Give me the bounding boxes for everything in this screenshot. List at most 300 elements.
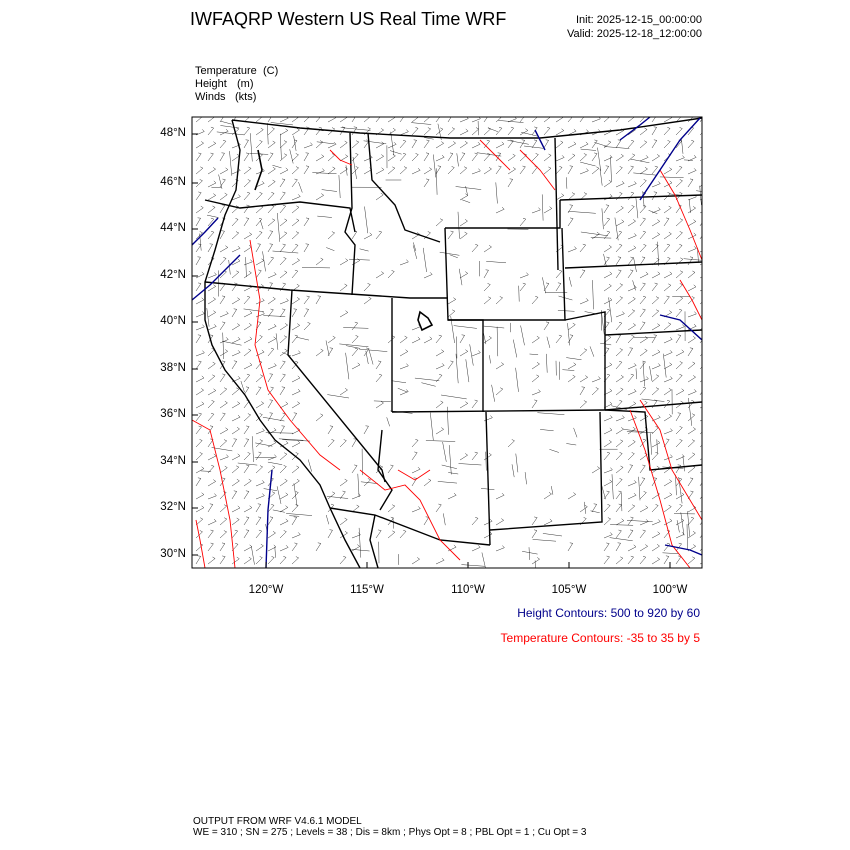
wind-barb xyxy=(616,452,622,460)
wind-barb xyxy=(664,350,672,356)
county-line xyxy=(604,254,607,267)
county-line xyxy=(562,370,574,371)
wind-barb xyxy=(700,154,707,162)
wind-barb xyxy=(580,298,588,304)
wind-barb xyxy=(640,155,648,161)
wind-barb xyxy=(580,505,587,512)
wind-barb xyxy=(340,479,347,486)
wind-barb xyxy=(412,439,418,447)
wind-barb xyxy=(244,506,252,512)
wind-barb xyxy=(244,167,251,174)
county-line xyxy=(533,539,556,541)
wind-barb xyxy=(532,362,540,369)
wind-barb xyxy=(628,530,633,538)
wind-barb xyxy=(520,154,527,161)
wind-barb xyxy=(496,166,501,174)
county-line xyxy=(391,381,406,383)
wind-barb xyxy=(568,114,574,122)
county-line xyxy=(602,208,604,229)
wind-barb xyxy=(424,337,432,343)
wind-barb xyxy=(340,141,347,148)
wind-barb xyxy=(364,283,370,291)
wind-barb xyxy=(268,141,275,148)
wind-barb xyxy=(244,517,249,525)
wind-barb xyxy=(256,466,263,473)
wind-barb xyxy=(640,491,646,499)
wind-barb xyxy=(688,506,696,512)
wind-barb xyxy=(556,283,561,291)
wind-barb xyxy=(268,180,275,187)
wind-barb xyxy=(412,467,420,473)
county-line xyxy=(207,215,219,218)
wind-barb xyxy=(616,297,623,304)
wind-barb xyxy=(448,310,455,317)
wind-barb xyxy=(664,337,672,343)
wind-barb xyxy=(220,428,228,434)
wind-barb xyxy=(448,141,456,148)
wind-barb xyxy=(340,311,348,317)
wind-barb xyxy=(640,141,647,148)
wind-barb xyxy=(688,206,696,213)
wind-barb xyxy=(448,128,455,135)
wind-barb xyxy=(484,283,490,291)
wind-barb xyxy=(280,479,287,486)
wind-barb xyxy=(676,465,681,473)
wind-barb xyxy=(220,440,227,447)
mexico-border xyxy=(330,508,490,545)
county-line xyxy=(660,177,684,178)
wind-barb xyxy=(220,466,227,473)
wind-barb xyxy=(292,258,300,265)
wind-barb xyxy=(268,114,273,122)
county-line xyxy=(535,561,536,578)
wind-barb xyxy=(196,426,202,434)
legend-var: Temperature xyxy=(195,65,257,77)
wind-barb xyxy=(424,153,429,161)
wind-barb xyxy=(424,140,429,148)
wind-barb xyxy=(280,413,286,421)
wind-barb xyxy=(460,232,467,239)
wind-barb xyxy=(256,402,264,409)
wind-barb xyxy=(244,192,250,200)
wind-barb xyxy=(700,491,706,499)
wind-barb xyxy=(604,272,612,278)
wind-barb xyxy=(664,543,670,551)
wind-barb xyxy=(700,246,708,252)
wind-barb xyxy=(256,387,261,395)
lat-tick-label: 38°N xyxy=(160,362,186,374)
wind-barb xyxy=(208,389,216,395)
wind-barb xyxy=(388,505,395,512)
wind-barb xyxy=(592,377,600,383)
wind-barb xyxy=(328,348,333,356)
wind-barb xyxy=(688,389,696,395)
wind-barb xyxy=(304,296,310,304)
county-line xyxy=(649,210,658,213)
wind-barb xyxy=(448,231,453,239)
wind-barb xyxy=(616,491,621,499)
wind-barb xyxy=(700,467,708,473)
wind-barb xyxy=(676,362,683,370)
valid-time: Valid: 2025-12-18_12:00:00 xyxy=(567,28,702,40)
county-line xyxy=(421,383,435,387)
wind-barb xyxy=(628,205,634,213)
county-line xyxy=(326,515,329,524)
county-line xyxy=(341,128,371,131)
wind-barb xyxy=(196,335,201,343)
wind-barb xyxy=(328,142,336,148)
county-line xyxy=(529,547,530,560)
wind-barb xyxy=(532,557,540,564)
wind-barb xyxy=(268,257,274,265)
county-line xyxy=(456,187,482,190)
county-line xyxy=(470,344,474,365)
wind-barb xyxy=(580,244,586,252)
county-line xyxy=(343,328,368,329)
county-line xyxy=(610,525,633,526)
wind-barb xyxy=(400,140,406,148)
wind-barb xyxy=(196,311,204,317)
wind-barb xyxy=(652,272,660,278)
wind-barb xyxy=(220,505,227,512)
wind-barb xyxy=(628,335,634,343)
wind-barb xyxy=(532,517,537,525)
wind-barb xyxy=(244,465,249,473)
wind-barb xyxy=(676,156,684,162)
wind-barb xyxy=(640,439,646,447)
wind-barb xyxy=(616,375,624,382)
map-plot-area xyxy=(192,114,722,578)
wind-barb xyxy=(568,323,575,330)
wind-barb xyxy=(676,325,684,331)
wind-barb xyxy=(208,543,213,551)
wind-barb xyxy=(208,519,216,525)
wind-barb xyxy=(688,220,696,226)
wind-barb xyxy=(688,453,695,460)
wind-barb xyxy=(700,402,708,408)
wind-barb xyxy=(532,208,540,213)
wind-barb xyxy=(448,153,453,161)
wind-barb xyxy=(328,439,334,447)
county-line xyxy=(631,159,650,163)
wind-barb xyxy=(292,557,299,564)
wind-barb xyxy=(640,387,646,395)
wind-barb xyxy=(292,297,300,304)
wind-barb xyxy=(424,517,429,525)
wind-barb xyxy=(208,324,216,330)
wind-barb xyxy=(616,154,624,161)
wind-barb xyxy=(232,246,240,252)
wind-barb xyxy=(676,244,682,252)
wind-barb xyxy=(688,246,696,252)
wind-barb xyxy=(664,376,672,382)
county-line xyxy=(317,216,332,217)
wind-barb xyxy=(364,426,369,434)
wind-barb xyxy=(280,556,286,564)
wind-barb xyxy=(652,283,658,291)
wind-barb xyxy=(196,206,203,213)
wind-barb xyxy=(244,180,251,188)
wind-barb xyxy=(220,153,225,161)
wind-barb xyxy=(280,506,288,512)
wind-barb xyxy=(340,388,348,395)
wind-barb xyxy=(604,491,609,499)
county-line xyxy=(612,474,613,499)
wind-barb xyxy=(640,231,646,239)
wind-barb xyxy=(292,167,299,174)
wind-barb xyxy=(244,426,249,434)
county-line xyxy=(390,151,402,155)
wind-barb xyxy=(664,505,671,512)
wind-barb xyxy=(268,219,275,226)
wind-barb xyxy=(280,129,288,135)
county-line xyxy=(244,309,264,312)
wind-barb xyxy=(232,324,240,331)
wind-barb xyxy=(352,439,357,447)
wind-barb xyxy=(268,272,276,278)
wind-barb xyxy=(676,335,681,343)
wind-barb xyxy=(304,218,309,226)
wind-barb xyxy=(196,153,201,161)
wind-barb xyxy=(628,257,633,265)
wind-barb xyxy=(412,337,420,343)
wind-barb xyxy=(244,311,252,317)
county-line xyxy=(426,441,455,442)
wind-barb xyxy=(664,429,672,435)
wind-barb xyxy=(604,115,611,122)
wind-barb xyxy=(280,453,287,460)
wind-barb xyxy=(652,452,658,460)
wind-barb xyxy=(280,349,287,356)
wind-barb xyxy=(604,504,610,512)
wind-barb xyxy=(472,517,478,525)
wind-barb xyxy=(664,272,672,278)
lat-tick-label: 34°N xyxy=(160,455,186,467)
wind-barb xyxy=(436,219,443,226)
wind-barb xyxy=(652,519,660,525)
wind-barb xyxy=(196,257,201,265)
county-line xyxy=(524,146,543,148)
wind-barb xyxy=(448,114,453,122)
wind-barb xyxy=(700,128,706,136)
wind-barb xyxy=(316,258,323,265)
wind-barb xyxy=(676,519,684,525)
wind-barb xyxy=(532,400,537,408)
county-line xyxy=(374,401,391,402)
map-title: IWFAQRP Western US Real Time WRF xyxy=(190,9,507,29)
wind-barb xyxy=(280,402,288,408)
wind-barb xyxy=(400,153,406,161)
wind-barb xyxy=(436,363,444,369)
wind-barb xyxy=(640,257,645,265)
wind-barb xyxy=(616,167,622,175)
wind-barb xyxy=(604,194,612,200)
wind-barb xyxy=(652,363,660,369)
wind-barb xyxy=(208,127,214,135)
wind-barb xyxy=(232,415,240,421)
wind-barb xyxy=(460,402,468,408)
county-line xyxy=(393,518,394,529)
wind-barb xyxy=(268,337,276,343)
wind-barb xyxy=(628,374,634,382)
county-line xyxy=(442,465,457,469)
county-line xyxy=(484,326,504,328)
wind-barb xyxy=(340,259,348,265)
wind-barb xyxy=(268,517,273,525)
wind-barb xyxy=(232,168,240,174)
county-line xyxy=(230,151,232,176)
wind-barb xyxy=(580,401,587,408)
wind-barb xyxy=(616,312,624,318)
wind-barb xyxy=(496,127,502,135)
wind-barb xyxy=(424,479,431,486)
wind-barb xyxy=(268,244,273,252)
wind-barb xyxy=(700,179,706,187)
ne-ks-border xyxy=(605,330,702,335)
wind-barb xyxy=(616,416,624,422)
wind-barb xyxy=(436,114,441,122)
wind-barb xyxy=(292,115,299,122)
wind-barb xyxy=(472,128,479,135)
wind-barb xyxy=(496,388,503,395)
wind-barb xyxy=(328,530,333,538)
wyoming-border xyxy=(445,228,565,320)
37n-border xyxy=(392,410,605,412)
lat-tick-label: 46°N xyxy=(160,176,186,188)
wind-barb xyxy=(436,504,441,512)
county-line xyxy=(339,175,340,198)
wind-barb xyxy=(688,168,696,174)
wind-barb xyxy=(472,351,480,357)
county-line xyxy=(558,310,575,311)
wind-barb xyxy=(652,375,659,382)
wind-barb xyxy=(484,532,492,538)
county-line xyxy=(689,199,690,213)
lat-tick-label: 30°N xyxy=(160,548,186,560)
wind-barb xyxy=(568,154,575,161)
wind-barb xyxy=(616,206,623,213)
wind-barb xyxy=(316,194,324,201)
wind-barb xyxy=(412,325,420,331)
county-line xyxy=(593,280,594,309)
county-line xyxy=(521,326,525,346)
wind-barb xyxy=(208,311,216,317)
wind-barb xyxy=(652,400,657,408)
wind-barb xyxy=(616,504,622,512)
wind-barb xyxy=(496,493,504,499)
wind-barb xyxy=(664,244,670,252)
wind-barb xyxy=(652,544,660,551)
county-line xyxy=(547,337,550,348)
wind-barb xyxy=(628,465,633,473)
wind-barb xyxy=(652,310,659,317)
wind-barb xyxy=(196,453,203,461)
county-line xyxy=(590,346,594,356)
wind-barb xyxy=(280,271,287,278)
wind-barb xyxy=(244,439,249,447)
wind-barb xyxy=(568,166,573,174)
wind-barb xyxy=(472,452,478,460)
wind-barb xyxy=(352,127,357,135)
lon-tick-label: 100°W xyxy=(652,584,688,596)
county-line xyxy=(600,169,602,186)
wind-barb xyxy=(616,220,624,226)
wind-barb xyxy=(244,337,252,343)
wind-barb xyxy=(280,244,286,252)
county-line xyxy=(308,460,312,472)
wind-barb xyxy=(244,127,250,135)
wind-barb xyxy=(616,466,623,473)
wind-barb xyxy=(196,402,204,408)
county-line xyxy=(411,123,431,125)
wind-barb xyxy=(292,244,298,252)
wind-barb xyxy=(292,413,297,421)
sd-ne-border xyxy=(565,262,702,268)
wind-barb xyxy=(292,232,299,239)
wind-barb xyxy=(640,556,646,564)
wind-barb xyxy=(604,257,609,265)
wind-barb xyxy=(628,453,634,461)
county-line xyxy=(663,553,679,554)
wind-barb xyxy=(280,374,285,382)
wind-barb xyxy=(208,557,215,564)
wind-barb xyxy=(352,322,358,330)
county-line xyxy=(211,187,221,188)
wind-barb xyxy=(688,348,693,356)
county-line xyxy=(359,349,387,352)
wind-barb xyxy=(196,493,204,499)
wind-barb xyxy=(448,298,456,304)
wind-barb xyxy=(232,491,237,499)
wind-barb xyxy=(316,543,321,551)
wind-barb xyxy=(220,322,225,330)
county-line xyxy=(443,513,445,525)
wind-barb xyxy=(196,506,204,512)
wind-barb xyxy=(352,114,357,122)
wind-barb xyxy=(256,530,262,538)
wind-barb xyxy=(532,336,539,343)
wind-barb xyxy=(676,166,682,174)
county-line xyxy=(611,157,612,182)
wind-barb xyxy=(472,400,478,408)
wind-barb xyxy=(604,428,612,434)
wind-barb xyxy=(208,530,213,538)
wind-barb xyxy=(388,167,395,174)
wind-barb xyxy=(220,401,227,408)
wind-barb xyxy=(292,389,300,395)
wind-barb xyxy=(664,218,669,226)
wind-barb xyxy=(232,479,239,486)
county-line xyxy=(359,528,361,558)
wind-barb xyxy=(700,440,707,447)
county-line xyxy=(549,449,559,452)
county-line xyxy=(282,352,291,356)
wind-barb xyxy=(676,493,684,499)
wind-barb xyxy=(676,232,683,240)
wind-barb xyxy=(208,348,214,356)
wind-barb xyxy=(508,154,515,161)
wind-barb xyxy=(436,142,444,149)
wind-barb xyxy=(232,271,239,278)
wind-barb xyxy=(268,297,275,304)
wind-barb xyxy=(268,153,273,161)
wind-barb xyxy=(280,387,285,395)
wind-barb xyxy=(196,467,204,473)
county-line xyxy=(299,182,303,192)
wind-barb xyxy=(232,337,240,343)
wind-barb xyxy=(664,284,671,291)
legend-unit: (kts) xyxy=(235,91,257,103)
